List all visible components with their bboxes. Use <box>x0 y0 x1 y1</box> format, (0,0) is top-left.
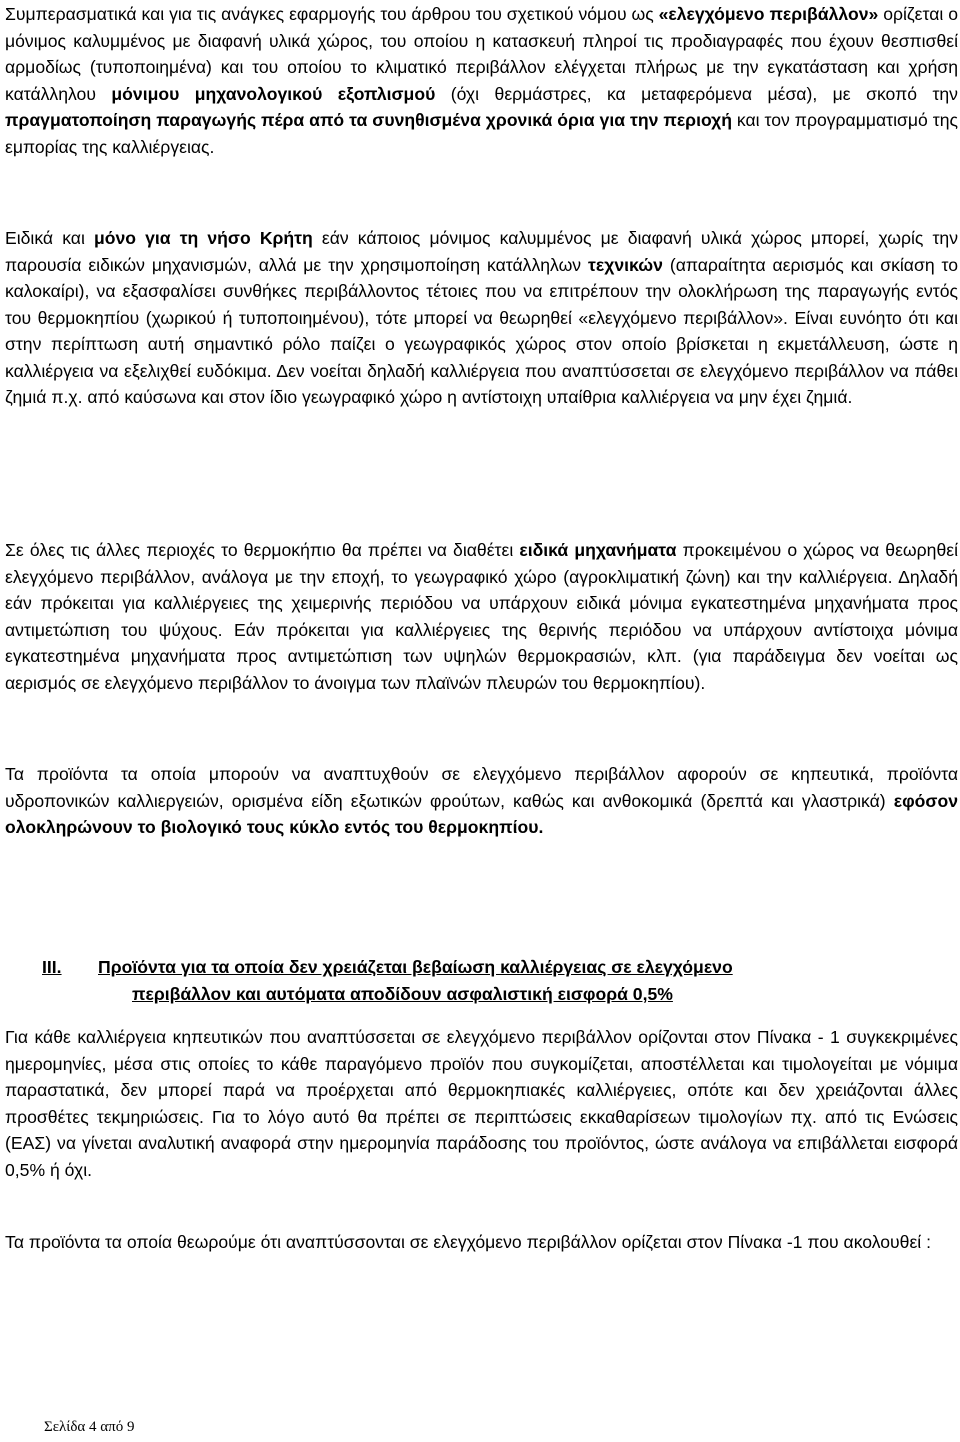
paragraph-table-intro: Τα προϊόντα τα οποία θεωρούμε ότι αναπτύσσονται σε ελεγχόμενο περιβάλλον ορίζεται στον Πίνακα -1 που ακολουθεί : <box>5 1232 931 1252</box>
section-title-line-2: περιβάλλον και αυτόματα αποδίδουν ασφαλιστική εισφορά 0,5% <box>132 983 673 1004</box>
bold-phrase: «ελεγχόμενο περιβάλλον» <box>658 4 879 24</box>
section-number: III. <box>42 957 62 977</box>
paragraph-other-regions: Σε όλες τις άλλες περιοχές το θερμοκήπιο θα πρέπει να διαθέτει ειδικά μηχανήματα προκειμένου ο χώρος να θεωρηθεί ελεγχόμενο περιβάλλον, ανάλογα με την εποχή, το γεωγραφικό χώρο (αγροκλιματική ζώνη) και την καλλιέργεια. Δηλαδή εάν πρόκειται για καλλιέργειες της χειμερινής περιόδου να υπάρχουν ειδικά μόνιμα εγκατεστημένα μηχανήματα προς αντιμετώπιση του ψύχους. Εάν πρόκειται για καλλιέργειες της θερινής περιόδου να υπάρχουν αντίστοιχα μόνιμα εγκατεστημένα μηχανήματα προς αντιμετώπιση των υψηλών θερμοκρασιών, κλπ. (για παράδειγμα δεν νοείται ως αερισμός σε ελεγχόμενο περιβάλλον το άνοιγμα των πλαϊνών πλευρών του θερμοκηπίου). <box>5 540 959 693</box>
bold-phrase: πραγματοποίηση παραγωγής πέρα από τα συνηθισμένα χρονικά όρια για την περιοχή <box>5 110 732 130</box>
section-title-line-1: Προϊόντα για τα οποία δεν χρειάζεται βεβαίωση καλλιέργειας σε ελεγχόμενο <box>98 957 733 977</box>
bold-phrase: εφόσον ολοκληρώνουν το βιολογικό τους κύκλο εντός του θερμοκηπίου. <box>5 790 958 837</box>
paragraph-eligible-products: Τα προϊόντα τα οποία μπορούν να αναπτυχθούν σε ελεγχόμενο περιβάλλον αφορούν σε κηπευτικά, προϊόντα υδροπονικών καλλιεργειών, ορισμένα είδη εξωτικών φρούτων, καθώς και ανθοκομικά (δρεπτά και γλαστρικά) εφόσον ολοκληρώνουν το βιολογικό τους κύκλο εντός του θερμοκηπίου. <box>5 764 958 837</box>
bold-phrase: ειδικά μηχανήματα <box>519 540 677 560</box>
paragraph-table-dates: Για κάθε καλλιέργεια κηπευτικών που αναπτύσσεται σε ελεγχόμενο περιβάλλον ορίζονται στον Πίνακα - 1 συγκεκριμένες ημερομηνίες, μέσα στις οποίες το κάθε παραγόμενο προϊόν που συγκομίζεται, αποστέλλεται και τιμολογείται με νόμιμα παραστατικά, δεν μπορεί παρά να προέρχεται από θερμοκηπιακές καλλιέργειες, οπότε και δεν χρειάζονται άλλες προσθέτες τεκμηριώσεις. Για το λόγο αυτό θα πρέπει σε περιπτώσεις εκκαθαρίσεων τιμολογίων πχ. από τις Ενώσεις (ΕΑΣ) να γίνεται αναλυτική αναφορά στην ημερομηνία παράδοσης του προϊόντος, ώστε ανάλογα να επιβάλλεται εισφορά 0,5% ή όχι. <box>5 1027 958 1180</box>
paragraph-crete-exception: Ειδικά και μόνο για τη νήσο Κρήτη εάν κάποιος μόνιμος καλυμμένος με διαφανή υλικά χώρος μπορεί, χωρίς την παρουσία ειδικών μηχανισμών, αλλά με την χρησιμοποίηση κατάλληλων τεχνικών (απαραίτητα αερισμός και σκίαση το καλοκαίρι), να εξασφαλίσει συνθήκες περιβάλλοντος τέτοιες που να επιτρέπουν την ολοκλήρωση της παραγωγής εντός του θερμοκηπίου (χωρικού ή τυποποιημένου), τότε μπορεί να θεωρηθεί «ελεγχόμενο περιβάλλον». Είναι ευνόητο ότι και στην περίπτωση αυτή σημαντικό ρόλο παίζει ο γεωγραφικός χώρος στον οποίο βρίσκεται η εκμετάλλευση, ώστε η καλλιέργεια να εξελιχθεί ευδόκιμα. Δεν νοείται δηλαδή καλλιέργεια που αναπτύσσεται σε ελεγχόμενο περιβάλλον να πάθει ζημιά π.χ. από καύσωνα και στον ίδιο γεωγραφικό χώρο η αντίστοιχη υπαίθρια καλλιέργεια να μην έχει ζημιά. <box>5 228 959 407</box>
bold-phrase: μόνιμου μηχανολογικού εξοπλισμού <box>111 83 436 104</box>
bold-phrase: τεχνικών <box>588 254 663 275</box>
paragraph-controlled-environment-definition: Συμπερασματικά και για τις ανάγκες εφαρμογής του άρθρου του σχετικού νόμου ως «ελεγχόμενο περιβάλλον» ορίζεται ο μόνιμος καλυμμένος με διαφανή υλικά χώρος, του οποίου η κατασκευή πληροί τις προδιαγραφές που έχουν θεσπισθεί αρμοδίως (τυποποιημένα) και του οποίου το κλιματικό περιβάλλον ελέγχεται πλήρως με την εγκατάσταση και χρήση κατάλληλου μόνιμου μηχανολογικού εξοπλισμού (όχι θερμάστρες, κα μεταφερόμενα μέσα), με σκοπό την πραγματοποίηση παραγωγής πέρα από τα συνηθισμένα χρονικά όρια για την περιοχή και τον προγραμματισμό της εμπορίας της καλλιέργειας. <box>5 4 958 157</box>
bold-phrase: μόνο για τη νήσο Κρήτη <box>93 228 313 248</box>
page-number-footer: Σελίδα 4 από 9 <box>44 1419 135 1435</box>
section-heading-iii <box>5 954 958 1008</box>
